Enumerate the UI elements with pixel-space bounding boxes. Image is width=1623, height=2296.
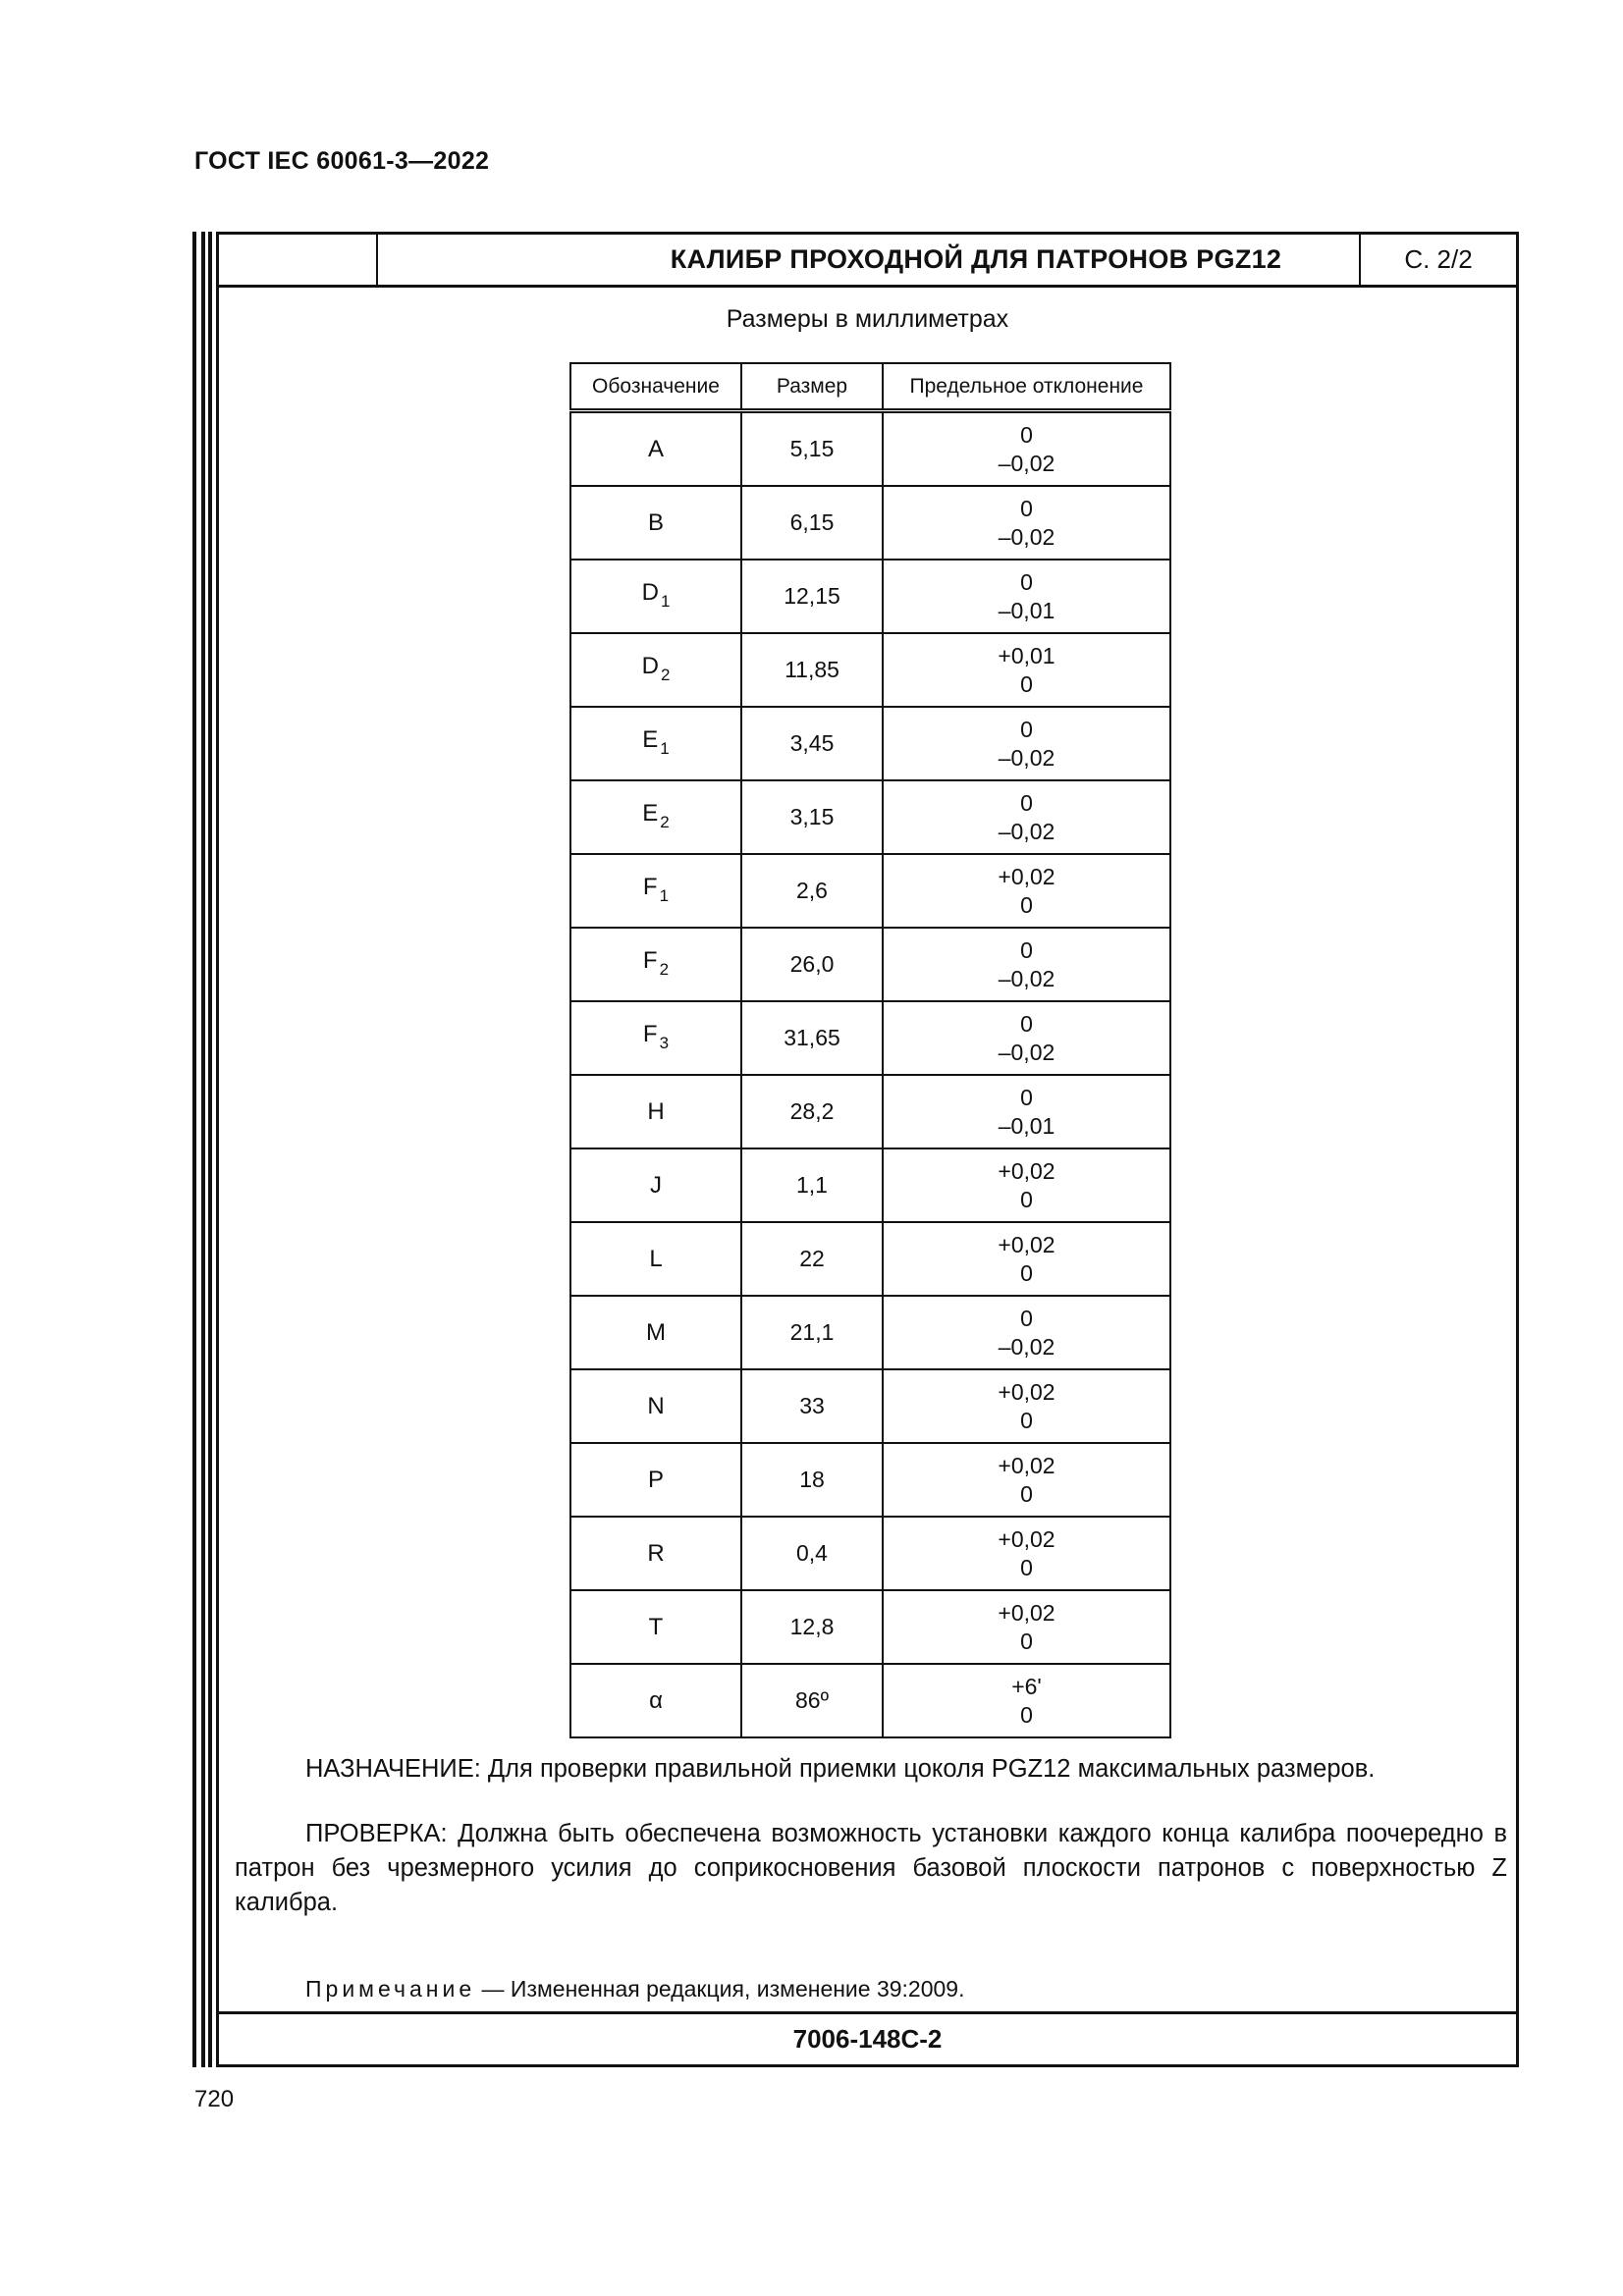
table-row xyxy=(570,486,1170,560)
symbol-cell xyxy=(570,1443,741,1517)
table-row xyxy=(570,928,1170,1001)
symbol-cell xyxy=(570,1222,741,1296)
deviation-upper: 0 xyxy=(1020,421,1033,448)
table-row xyxy=(570,1517,1170,1590)
deviation-cell xyxy=(883,854,1170,928)
symbol-subscript: 2 xyxy=(660,665,671,684)
deviation-cell xyxy=(883,707,1170,780)
symbol: D xyxy=(641,652,659,679)
margin-rule xyxy=(208,232,212,2067)
symbol-cell xyxy=(570,1369,741,1443)
symbol: L xyxy=(649,1246,663,1272)
size-cell: 2,6 xyxy=(741,854,883,928)
symbol: N xyxy=(647,1393,665,1419)
deviation-lower: –0,01 xyxy=(998,1112,1055,1139)
symbol-cell xyxy=(570,560,741,633)
deviation-upper: 0 xyxy=(1020,568,1033,595)
deviation-cell xyxy=(883,780,1170,854)
deviation-upper: 0 xyxy=(1020,716,1033,742)
symbol-cell xyxy=(570,1590,741,1664)
symbol-cell xyxy=(570,1296,741,1369)
symbol-cell xyxy=(570,411,741,487)
symbol-cell xyxy=(570,1001,741,1075)
deviation-cell xyxy=(883,560,1170,633)
size-cell: 3,45 xyxy=(741,707,883,780)
symbol: D xyxy=(641,578,659,606)
deviation-upper: 0 xyxy=(1020,1305,1033,1331)
deviation-lower: 0 xyxy=(1020,1701,1033,1728)
deviation-cell xyxy=(883,633,1170,707)
column-header: Обозначение xyxy=(570,363,741,411)
deviation-upper: +0,01 xyxy=(998,642,1055,668)
note-text: — Измененная редакция, изменение 39:2009. xyxy=(475,1976,965,2002)
deviation-lower: 0 xyxy=(1020,1259,1033,1286)
note xyxy=(305,1976,965,2002)
deviation-cell xyxy=(883,1517,1170,1590)
deviation-upper: 0 xyxy=(1020,1010,1033,1037)
deviation-upper: +0,02 xyxy=(998,1525,1055,1552)
symbol: B xyxy=(647,509,664,536)
table-row xyxy=(570,1296,1170,1369)
size-cell: 6,15 xyxy=(741,486,883,560)
symbol: α xyxy=(649,1687,663,1714)
symbol-subscript: 2 xyxy=(660,812,670,831)
deviation-lower: 0 xyxy=(1020,891,1033,918)
document-header: ГОСТ IEC 60061-3—2022 xyxy=(194,147,490,175)
table-header-row xyxy=(570,363,1170,411)
symbol: H xyxy=(647,1098,665,1125)
table-row xyxy=(570,1075,1170,1148)
symbol-cell xyxy=(570,854,741,928)
symbol: R xyxy=(647,1540,665,1567)
table-row xyxy=(570,560,1170,633)
symbol-cell xyxy=(570,928,741,1001)
deviation-lower: 0 xyxy=(1020,1480,1033,1507)
table-row xyxy=(570,633,1170,707)
title-empty-cell xyxy=(219,235,378,285)
column-header: Размер xyxy=(741,363,883,411)
deviation-lower: –0,02 xyxy=(998,1039,1055,1065)
deviation-upper: +0,02 xyxy=(998,1378,1055,1405)
symbol-subscript: 3 xyxy=(659,1033,670,1052)
table-row xyxy=(570,1664,1170,1737)
margin-rule xyxy=(192,232,196,2067)
table-body xyxy=(570,411,1170,1738)
symbol: E xyxy=(642,799,659,827)
symbol: A xyxy=(647,436,664,462)
size-cell: 11,85 xyxy=(741,633,883,707)
deviation-lower: 0 xyxy=(1020,1628,1033,1654)
symbol-cell xyxy=(570,486,741,560)
deviation-cell xyxy=(883,1296,1170,1369)
deviation-upper: 0 xyxy=(1020,936,1033,963)
deviation-cell xyxy=(883,411,1170,487)
symbol: P xyxy=(647,1467,664,1493)
deviation-cell xyxy=(883,1590,1170,1664)
deviation-lower: –0,02 xyxy=(998,1333,1055,1360)
deviation-upper: +0,02 xyxy=(998,863,1055,889)
symbol-cell xyxy=(570,780,741,854)
deviation-cell xyxy=(883,1148,1170,1222)
page-number: 720 xyxy=(194,2086,235,2112)
deviation-lower: 0 xyxy=(1020,670,1033,697)
symbol: M xyxy=(646,1319,666,1346)
units-caption: Размеры в миллиметрах xyxy=(726,305,1009,333)
deviation-lower: –0,02 xyxy=(998,523,1055,550)
table-row xyxy=(570,707,1170,780)
table-row xyxy=(570,1222,1170,1296)
deviation-cell xyxy=(883,1664,1170,1737)
title-row xyxy=(219,235,1516,288)
deviation-cell xyxy=(883,1369,1170,1443)
deviation-cell xyxy=(883,1001,1170,1075)
dimensions-table xyxy=(569,362,1171,1738)
deviation-upper: +0,02 xyxy=(998,1599,1055,1626)
deviation-lower: –0,02 xyxy=(998,450,1055,476)
symbol-subscript: 1 xyxy=(660,738,670,758)
deviation-lower: –0,02 xyxy=(998,744,1055,771)
sheet-page: С. 2/2 xyxy=(1359,235,1516,285)
purpose-paragraph: НАЗНАЧЕНИЕ: Для проверки правильной приемки цоколя PGZ12 максимальных размеров. xyxy=(305,1755,1376,1783)
symbol-subscript: 1 xyxy=(660,591,671,611)
size-cell: 18 xyxy=(741,1443,883,1517)
column-header: Предельное отклонение xyxy=(883,363,1170,411)
deviation-lower: –0,02 xyxy=(998,965,1055,991)
deviation-upper: 0 xyxy=(1020,495,1033,521)
deviation-cell xyxy=(883,1075,1170,1148)
deviation-upper: +0,02 xyxy=(998,1231,1055,1257)
table-row xyxy=(570,1001,1170,1075)
symbol-cell xyxy=(570,1517,741,1590)
deviation-cell xyxy=(883,1222,1170,1296)
margin-rule xyxy=(201,232,205,2067)
table-row xyxy=(570,854,1170,928)
symbol-cell xyxy=(570,1148,741,1222)
size-cell: 3,15 xyxy=(741,780,883,854)
size-cell: 1,1 xyxy=(741,1148,883,1222)
symbol: F xyxy=(642,946,658,974)
symbol: E xyxy=(642,725,659,753)
size-cell: 21,1 xyxy=(741,1296,883,1369)
deviation-lower: 0 xyxy=(1020,1186,1033,1212)
deviation-lower: 0 xyxy=(1020,1407,1033,1433)
symbol: J xyxy=(650,1172,662,1199)
symbol: F xyxy=(642,1020,658,1047)
deviation-cell xyxy=(883,486,1170,560)
size-cell: 28,2 xyxy=(741,1075,883,1148)
note-label: Примечание xyxy=(305,1976,476,2002)
check-paragraph: ПРОВЕРКА: Должна быть обеспечена возможность установки каждого конца калибра поочередно в патрон без чрезмерного усилия до соприкосновения базовой плоскости патронов с поверхностью Z калибра. xyxy=(235,1820,1507,1916)
table-row xyxy=(570,1443,1170,1517)
table-row xyxy=(570,1369,1170,1443)
size-cell: 33 xyxy=(741,1369,883,1443)
symbol-cell xyxy=(570,707,741,780)
table-row xyxy=(570,1148,1170,1222)
symbol-cell xyxy=(570,1664,741,1737)
table-row xyxy=(570,411,1170,487)
deviation-upper: 0 xyxy=(1020,1084,1033,1110)
sheet-code: 7006-148С-2 xyxy=(219,2011,1516,2064)
symbol-subscript: 2 xyxy=(659,959,670,979)
deviation-upper: +0,02 xyxy=(998,1157,1055,1184)
deviation-cell xyxy=(883,928,1170,1001)
size-cell: 86º xyxy=(741,1664,883,1737)
table-row xyxy=(570,1590,1170,1664)
deviation-lower: –0,01 xyxy=(998,597,1055,623)
table-row xyxy=(570,780,1170,854)
symbol-subscript: 1 xyxy=(659,885,670,905)
sheet-frame xyxy=(216,232,1519,2067)
symbol: T xyxy=(648,1614,664,1640)
deviation-upper: +6' xyxy=(1011,1673,1042,1699)
size-cell: 22 xyxy=(741,1222,883,1296)
size-cell: 5,15 xyxy=(741,411,883,487)
size-cell: 0,4 xyxy=(741,1517,883,1590)
deviation-upper: +0,02 xyxy=(998,1452,1055,1478)
size-cell: 26,0 xyxy=(741,928,883,1001)
symbol-cell xyxy=(570,1075,741,1148)
size-cell: 31,65 xyxy=(741,1001,883,1075)
size-cell: 12,15 xyxy=(741,560,883,633)
symbol-cell xyxy=(570,633,741,707)
deviation-cell xyxy=(883,1443,1170,1517)
deviation-lower: 0 xyxy=(1020,1554,1033,1580)
sheet-title: КАЛИБР ПРОХОДНОЙ ДЛЯ ПАТРОНОВ PGZ12 xyxy=(670,244,1282,274)
symbol: F xyxy=(642,873,658,900)
deviation-lower: –0,02 xyxy=(998,818,1055,844)
size-cell: 12,8 xyxy=(741,1590,883,1664)
deviation-upper: 0 xyxy=(1020,789,1033,816)
